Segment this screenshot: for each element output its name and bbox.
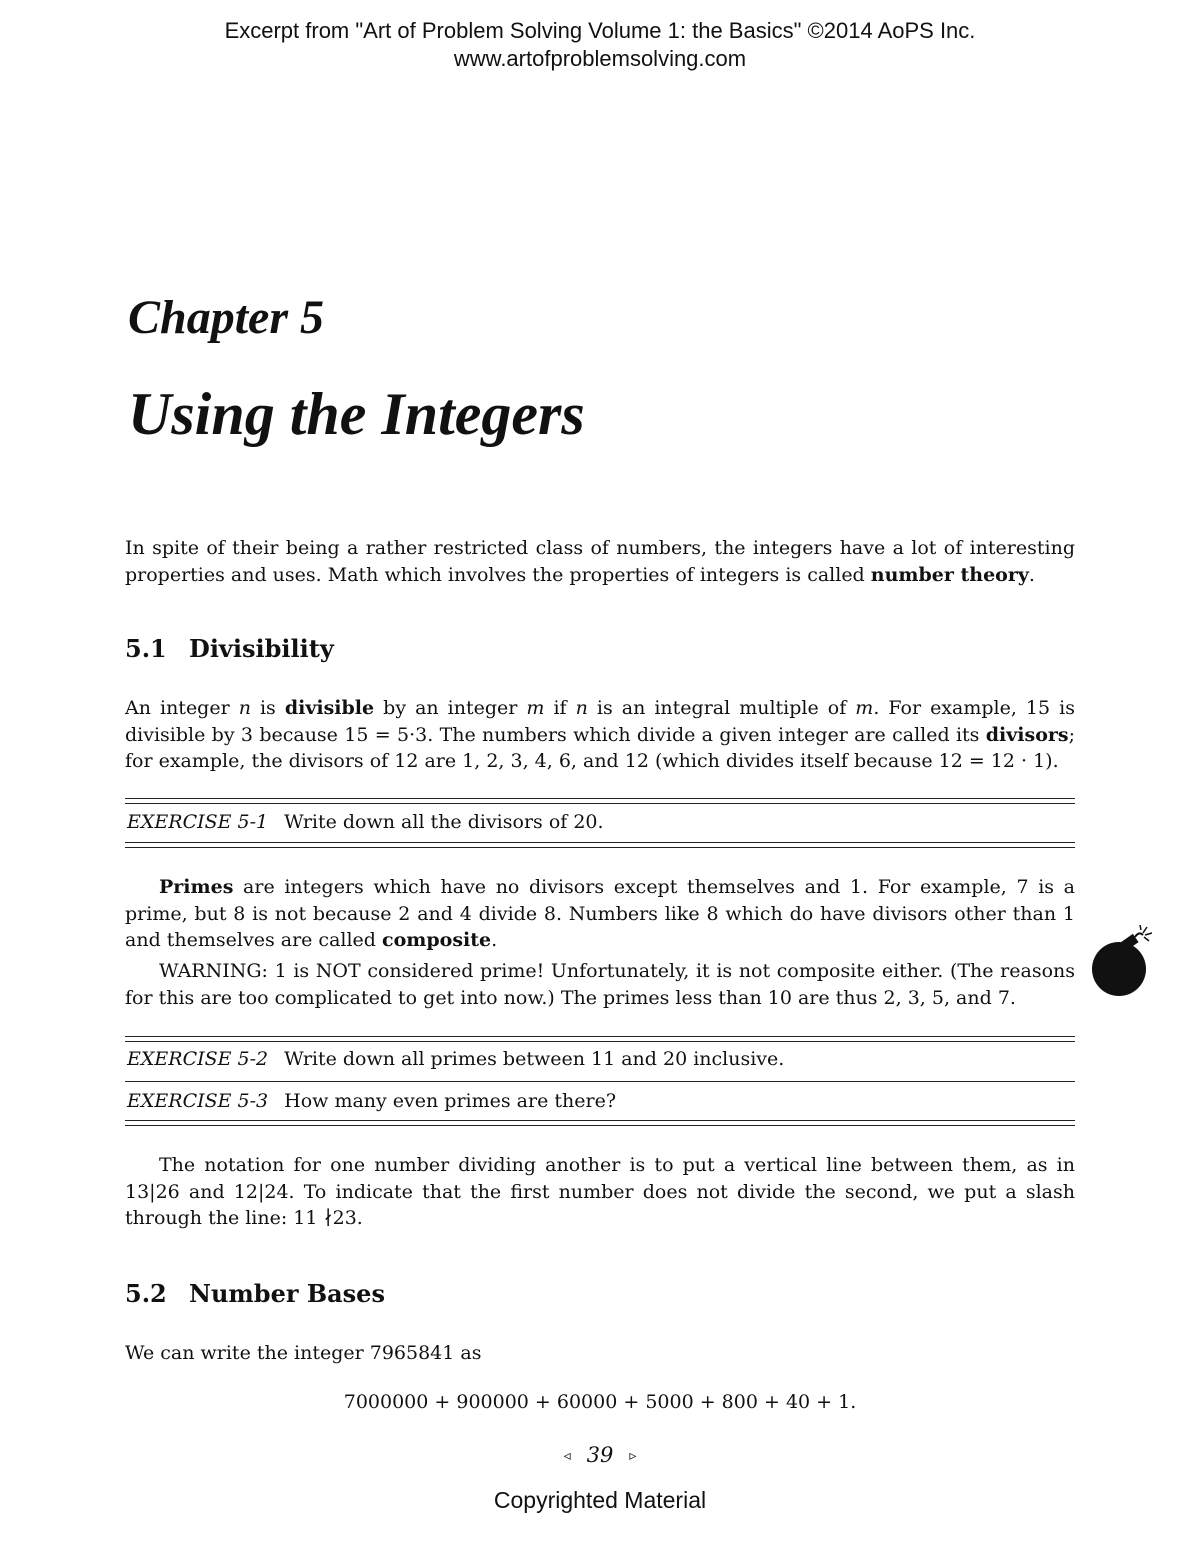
exercise-divider xyxy=(125,1081,1075,1082)
prev-page-arrow-icon[interactable]: ◃ xyxy=(563,1448,571,1464)
exercise-5-3 xyxy=(127,1090,616,1112)
exercise-rule-bottom xyxy=(125,1120,1075,1126)
exercise-text: Write down all primes between 11 and 20 inclusive. xyxy=(284,1048,785,1070)
header-url[interactable]: www.artofproblemsolving.com xyxy=(453,46,747,71)
exercise-5-1 xyxy=(127,811,604,833)
exercise-rule-top xyxy=(125,1036,1075,1042)
page-navigation xyxy=(0,1443,1200,1467)
term-divisible: divisible xyxy=(284,697,375,719)
exercise-5-2 xyxy=(127,1048,784,1070)
exercise-text: How many even primes are there? xyxy=(284,1090,617,1112)
exercise-label: EXERCISE 5-2 xyxy=(127,1048,269,1070)
intro-paragraph: In spite of their being a rather restricted class of numbers, the integers have a lot of interesting properties and uses. Math which involves the properties of integers is called number theory. xyxy=(125,537,1075,586)
primes-paragraph: Primes are integers which have no divisors except themselves and 1. For example, 7 is a prime, but 8 is not because 2 and 4 divide 8. Numbers like 8 which do have divisors other than 1 and themselves are called composite. xyxy=(125,876,1075,951)
term-primes: Primes xyxy=(159,876,234,898)
section-heading-number-bases xyxy=(125,1279,385,1308)
exercise-label: EXERCISE 5-3 xyxy=(127,1090,269,1112)
section-title: Divisibility xyxy=(189,634,334,663)
warning-paragraph: WARNING: 1 is NOT considered prime! Unfortunately, it is not composite either. (The reasons for this are too complicated to get into now.) The primes less than 10 are thus 2, 3, 5, and 7. xyxy=(125,960,1075,1009)
term-number-theory: number theory xyxy=(870,563,1029,586)
term-composite: composite xyxy=(382,929,492,951)
exercise-rule-bottom xyxy=(125,842,1075,848)
header-title: Excerpt from "Art of Problem Solving Volume 1: the Basics" ©2014 AoPS Inc. xyxy=(224,18,976,43)
bomb-icon xyxy=(1085,925,1165,1000)
exercise-label: EXERCISE 5-1 xyxy=(127,811,269,833)
section-title: Number Bases xyxy=(189,1279,385,1308)
term-divisors: divisors xyxy=(985,723,1069,746)
next-page-arrow-icon[interactable]: ▹ xyxy=(629,1448,637,1464)
bases-intro: We can write the integer 7965841 as xyxy=(125,1342,482,1364)
copyright-notice: Copyrighted Material xyxy=(493,1487,707,1513)
section-heading-divisibility xyxy=(125,634,334,663)
notation-paragraph: The notation for one number dividing another is to put a vertical line between them, as in 13|26 and 12|24. To indicate that the first number does not divide the second, we put a slash through the line: 11 ∤23. xyxy=(125,1154,1075,1229)
section-number: 5.1 xyxy=(125,634,167,663)
expansion-equation: 7000000 + 900000 + 60000 + 5000 + 800 + 40 + 1. xyxy=(343,1391,857,1413)
chapter-title: Using the Integers xyxy=(128,381,585,447)
chapter-label: Chapter 5 xyxy=(128,291,325,344)
exercise-rule-top xyxy=(125,798,1075,804)
divisibility-paragraph: An integer n is divisible by an integer m if n is an integral multiple of m. For example, 15 is divisible by 3 because 15 = 5·3. The numbers which divide a given integer are called its divisors; for example, the divisors of 12 are 1, 2, 3, 4, 6, and 12 (which divides itself because 12 = 12 · 1). xyxy=(125,697,1075,772)
section-number: 5.2 xyxy=(125,1279,167,1308)
exercise-text: Write down all the divisors of 20. xyxy=(284,811,604,833)
page-number: 39 xyxy=(586,1443,614,1467)
